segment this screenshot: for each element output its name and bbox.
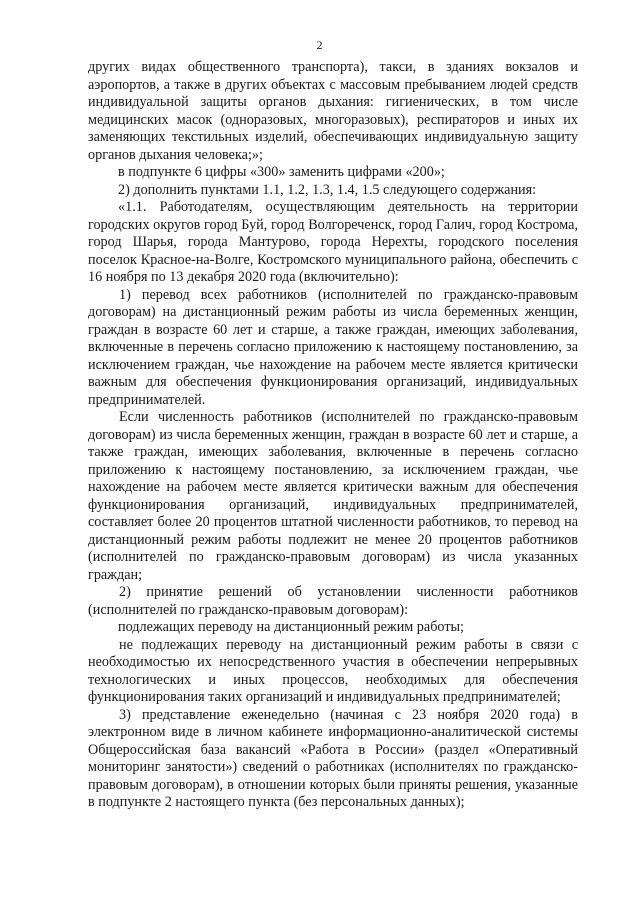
paragraph-subject-to-transfer: подлежащих переводу на дистанционный режим работы; (118, 619, 464, 635)
paragraph-if-count: Если численность работников (исполнителей по гражданско-правовым договорам) из числа беременных женщин, граждан в возрасте 60 лет и старше, а также граждан, имеющих заболевания, включенные в перечень согласно приложению к настоящему постановлению, за исключением граждан, чье нахождение на рабочем месте является критически важным для обеспечения функционирования организаций, индивидуальных предпринимателей, составляет более 20 процентов штатной численности работников, то перевод на дистанционный режим работы подлежит не менее 20 процентов работников (исполнителей по гражданско-правовым договорам) из числа указанных граждан; (88, 409, 578, 583)
paragraph-subitem-1: 1) перевод всех работников (исполнителей по гражданско-правовым договорам) на дистанционный режим работы из числа беременных женщин, граждан в возрасте 60 лет и старше, а также граждан, имеющих заболевания, включенные в перечень согласно приложению к настоящему постановлению, за исключением граждан, чье нахождение на рабочем месте является критически важным для обеспечения функционирования организаций, индивидуальных предпринимателей. (88, 286, 578, 408)
paragraph-not-subject-to-transfer: не подлежащих переводу на дистанционный режим работы в связи с необходимостью их непосредственного участия в обеспечении непрерывных технологических и иных процессов, необходимых для обеспечения функционирования таких организаций и индивидуальных предпринимателей; (88, 636, 578, 705)
paragraph-continuation: других видах общественного транспорта), такси, в зданиях вокзалов и аэропортов, а также в других объектах с массовым пребыванием людей средств индивидуальной защиты органов дыхания: гигиенических, в том числе медицинских масок (одноразовых, многоразовых), респираторов и иных их заменяющих текстильных изделий, обеспечивающих индивидуальную защиту органов дыхания человека;»; (88, 59, 578, 163)
page-number: 2 (316, 38, 323, 52)
paragraph-subitem-2: 2) принятие решений об установлении численности работников (исполнителей по гражданско-правовым договорам): (88, 584, 578, 618)
paragraph-point-1-1: «1.1. Работодателям, осуществляющим деятельность на территории городских округов город Буй, город Волгореченск, город Галич, город Кострома, город Шарья, города Мантурово, города Нерехты, городского поселения поселок Красное-на-Волге, Костромского муниципального района, обеспечить с 16 ноября по 13 декабря 2020 года (включительно): (88, 199, 578, 285)
paragraph-subpoint-6: в подпункте 6 цифры «300» заменить цифрами «200»; (118, 164, 445, 180)
document-body (88, 59, 578, 812)
paragraph-item-2: 2) дополнить пунктами 1.1, 1.2, 1.3, 1.4, 1.5 следующего содержания: (118, 181, 537, 198)
paragraph-subitem-3: 3) представление еженедельно (начиная с 23 ноября 2020 года) в электронном виде в личном кабинете информационно-аналитической системы Общероссийская база вакансий «Работа в России» (раздел «Оперативный мониторинг занятости») сведений о работниках (исполнителях по гражданско-правовым договорам), в отношении которых были приняты решения, указанные в подпункте 2 настоящего пункта (без персональных данных); (88, 706, 578, 810)
